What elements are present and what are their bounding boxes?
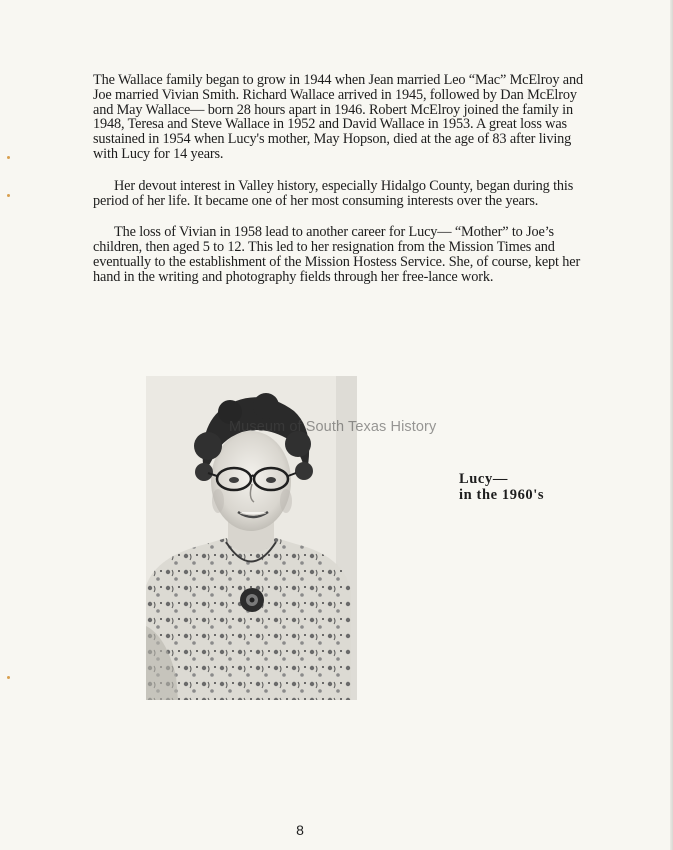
photo-caption xyxy=(459,472,544,503)
page-number: 8 xyxy=(296,822,304,838)
body-text xyxy=(93,73,593,302)
caption-line-name: Lucy— xyxy=(459,471,508,487)
margin-mark xyxy=(7,194,10,197)
paragraph-valley-history: Her devout interest in Valley history, especially Hidalgo County, began during this period of her life. It became one of her most consuming interests over the years. xyxy=(93,177,574,209)
museum-watermark: Museum of South Texas History xyxy=(229,419,437,435)
paragraph-family-growth: The Wallace family began to grow in 1944 when Jean married Leo “Mac” McElroy and Joe married Vivian Smith. Richard Wallace arrived in 1945, followed by Dan McElroy and May Wallace— born 28 hours apart in 1946. Robert McElroy joined the family in 1948, Teresa and Steve Wallace in 1952 and David Wallace in 1953. A great loss was sustained in 1954 when Lucy's mother, May Hopson, died at the age of 83 after living with Lucy for 14 years. xyxy=(93,72,583,162)
margin-mark xyxy=(7,676,10,679)
caption-line-era: in the 1960's xyxy=(459,486,545,503)
paragraph-new-career: The loss of Vivian in 1958 lead to another career for Lucy— “Mother” to Joe’s children, then aged 5 to 12. This led to her resignation from the Mission Times and eventually to the establishment of the Mission Hostess Service. She, of course, kept her hand in the writing and photography fields through her free-lance work. xyxy=(93,224,581,285)
margin-mark xyxy=(7,156,10,159)
